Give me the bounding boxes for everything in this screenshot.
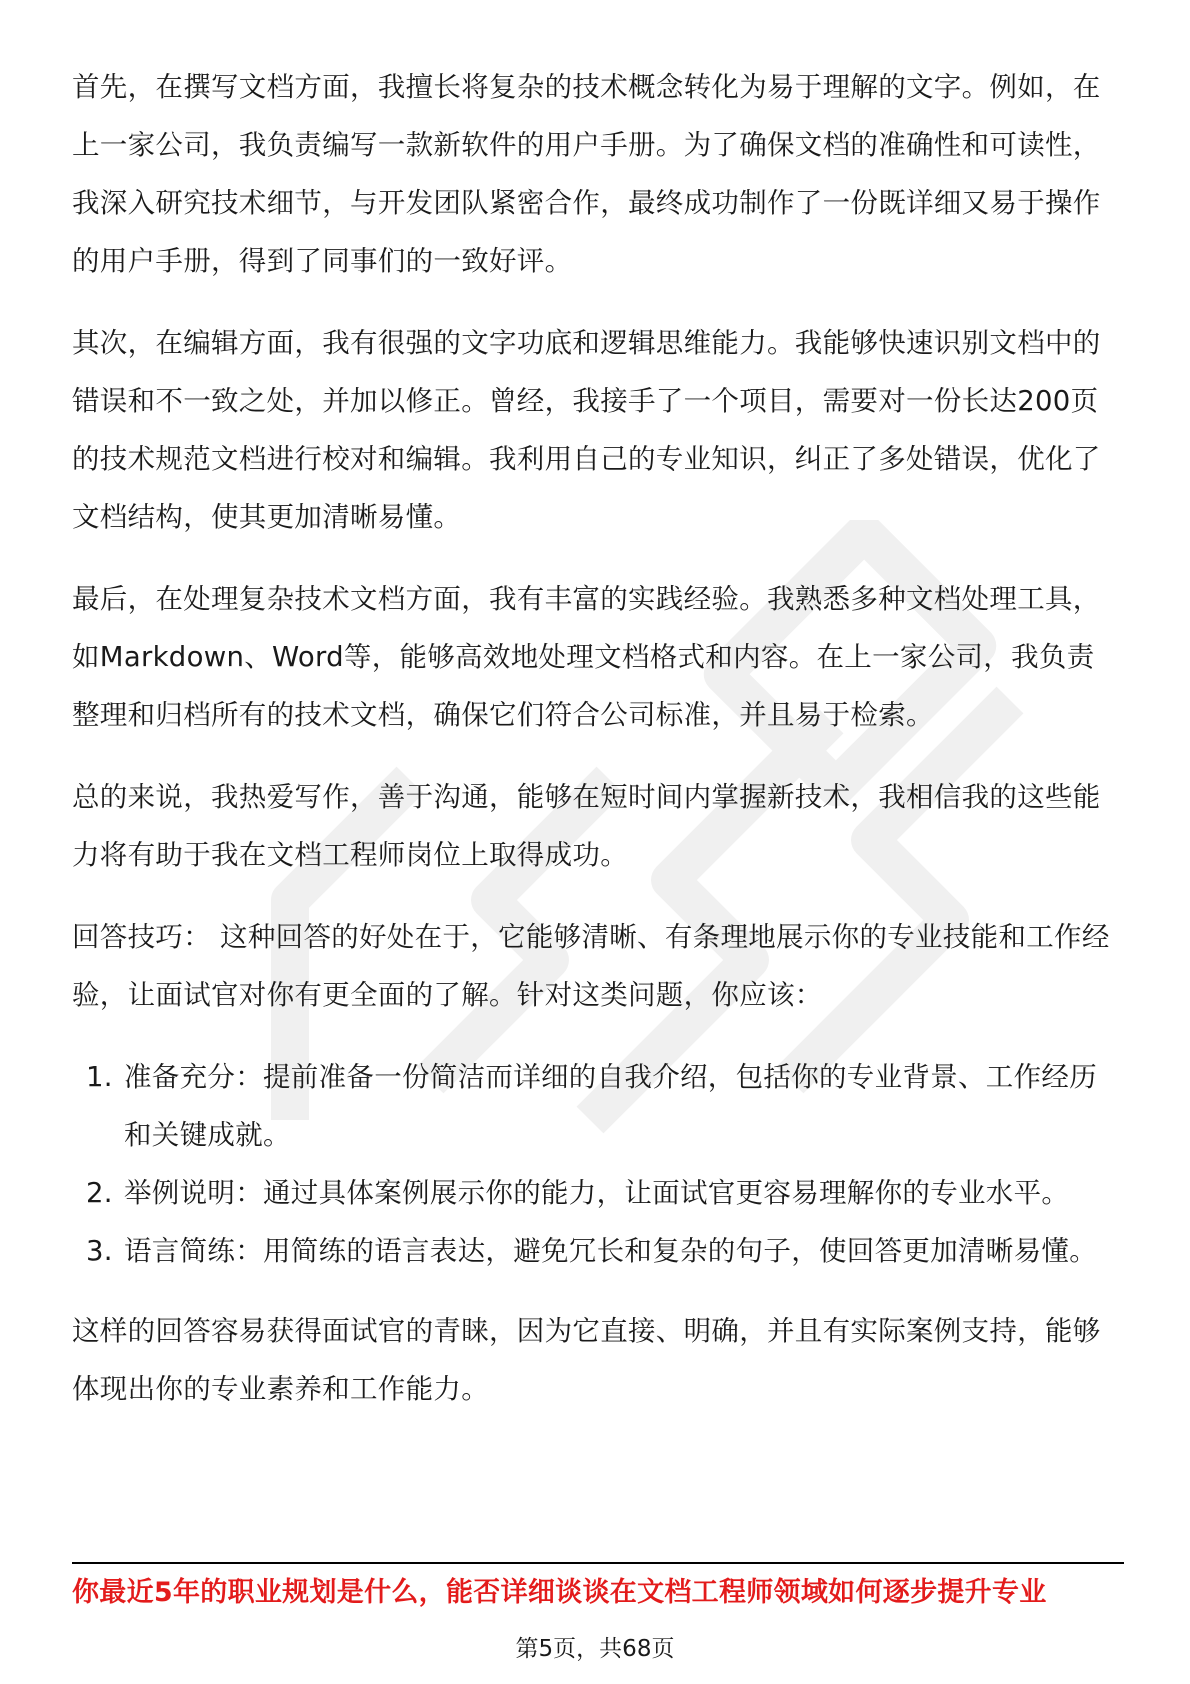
paragraph: 首先，在撰写文档方面，我擅长将复杂的技术概念转化为易于理解的文字。例如，在上一家公司，我负责编写一款新软件的用户手册。为了确保文档的准确性和可读性，我深入研究技术细节，与开发团队紧密合作，最终成功制作了一份既详细又易于操作的用户手册，得到了同事们的一致好评。 [72,71,1101,277]
next-question-heading: 你最近5年的职业规划是什么，能否详细谈谈在文档工程师领域如何逐步提升专业 [72,1577,1047,1608]
list-item-text: 举例说明：通过具体案例展示你的能力，让面试官更容易理解你的专业水平。 [124,1177,1070,1209]
paragraph: 其次，在编辑方面，我有很强的文字功底和逻辑思维能力。我能够快速识别文档中的错误和不一致之处，并加以修正。曾经，我接手了一个项目，需要对一份长达200页的技术规范文档进行校对和编辑。我利用自己的专业知识，纠正了多处错误，优化了文档结构，使其更加清晰易懂。 [72,327,1101,533]
list-number: 1. [86,1061,113,1093]
page-footer: 第5页，共68页 [515,1636,675,1662]
paragraph: 最后，在处理复杂技术文档方面，我有丰富的实践经验。我熟悉多种文档处理工具，如Markdown、Word等，能够高效地处理文档格式和内容。在上一家公司，我负责整理和归档所有的技术文档，确保它们符合公司标准，并且易于检索。 [72,583,1101,731]
paragraph: 总的来说，我热爱写作，善于沟通，能够在短时间内掌握新技术，我相信我的这些能力将有助于我在文档工程师岗位上取得成功。 [72,781,1101,871]
list-item-text: 语言简练：用简练的语言表达，避免冗长和复杂的句子，使回答更加清晰易懂。 [124,1235,1097,1267]
list-number: 2. [86,1177,113,1209]
list-number: 3. [86,1235,113,1267]
closing-paragraph: 这样的回答容易获得面试官的青睐，因为它直接、明确，并且有实际案例支持，能够体现出你的专业素养和工作能力。 [72,1315,1101,1405]
list-item [72,1222,1122,1280]
list-item [72,1164,1122,1222]
list-item-text: 准备充分：提前准备一份简洁而详细的自我介绍，包括你的专业背景、工作经历和关键成就。 [124,1061,1097,1151]
answer-tips-intro: 回答技巧： 这种回答的好处在于，它能够清晰、有条理地展示你的专业技能和工作经验，让面试官对你有更全面的了解。针对这类问题，你应该： [72,921,1110,1011]
list-item [72,1048,1122,1164]
tips-list [72,1048,1122,1280]
section-divider [72,1562,1124,1564]
document-body [72,58,1122,1442]
